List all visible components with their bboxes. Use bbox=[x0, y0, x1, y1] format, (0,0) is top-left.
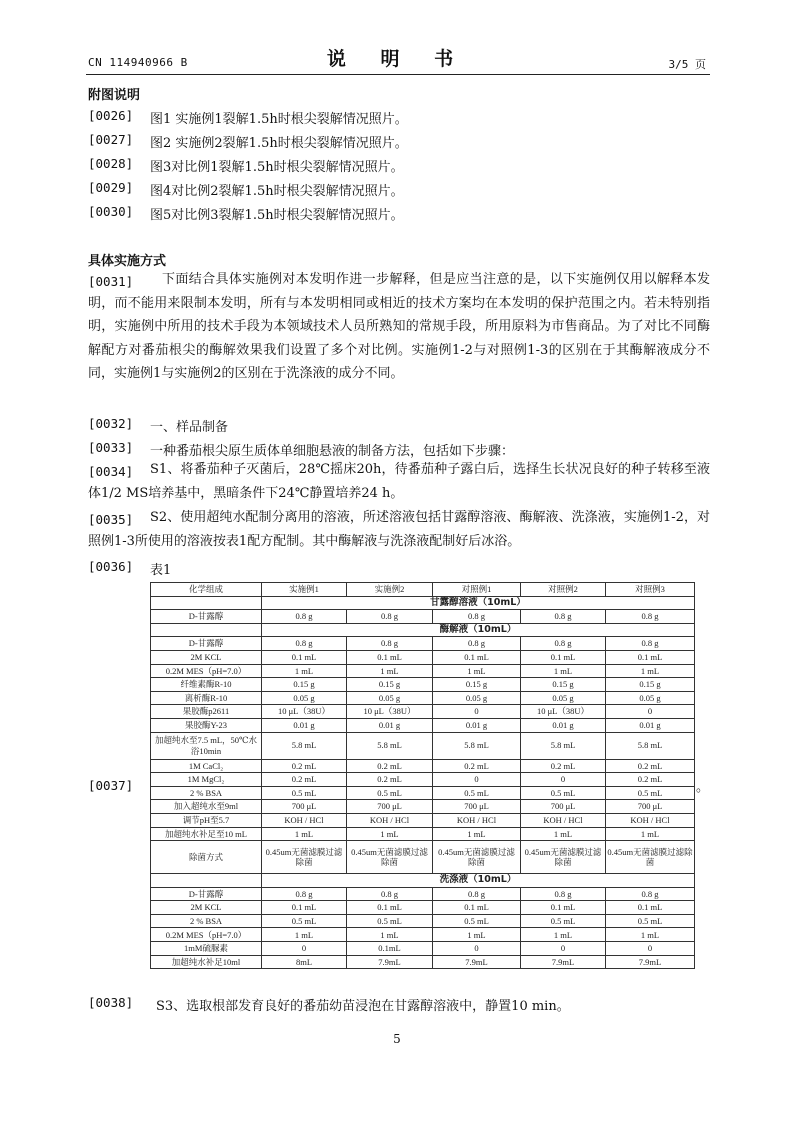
para-number: [0027] bbox=[88, 132, 134, 147]
table-cell: 0.8 g bbox=[262, 887, 347, 901]
table-cell: 0 bbox=[521, 942, 606, 956]
table-cell: 调节pH至5.7 bbox=[151, 813, 262, 827]
table-cell: 0.5 mL bbox=[606, 914, 695, 928]
table-cell: 果胶酶Y-23 bbox=[151, 718, 262, 732]
table-cell: 700 μL bbox=[606, 800, 695, 814]
table-row bbox=[151, 732, 695, 759]
table-cell: 0.05 g bbox=[347, 691, 433, 705]
table-cell: 7.9mL bbox=[433, 955, 521, 969]
paragraph-0034: S1、将番茄种子灭菌后，28℃摇床20h，待番茄种子露白后，选择生长状况良好的种子转移至液体1/2 MS培养基中，黑暗条件下24℃静置培养24 h。 bbox=[88, 462, 710, 501]
table-cell: 0.05 g bbox=[262, 691, 347, 705]
table-cell: 0.5 mL bbox=[347, 786, 433, 800]
table-row bbox=[151, 942, 695, 956]
table-caption: 表1 bbox=[150, 563, 172, 578]
table-cell: 8mL bbox=[262, 955, 347, 969]
table-cell: 0.01 g bbox=[347, 718, 433, 732]
table-cell: 0.15 g bbox=[347, 678, 433, 692]
header-rule bbox=[86, 74, 710, 75]
table-row bbox=[151, 610, 695, 624]
table-section-row bbox=[151, 623, 695, 637]
table-cell: 0.5 mL bbox=[521, 786, 606, 800]
table-cell: 0.8 g bbox=[606, 887, 695, 901]
table-cell: 0.2 mL bbox=[347, 773, 433, 787]
table-cell: 0.1 mL bbox=[262, 650, 347, 664]
table-cell: 0.1 mL bbox=[433, 650, 521, 664]
table-cell: 1 mL bbox=[347, 664, 433, 678]
table-section-row bbox=[151, 874, 695, 888]
table-cell: 1 mL bbox=[521, 827, 606, 841]
table-cell: 1 mL bbox=[262, 928, 347, 942]
table-cell: 离析酶R-10 bbox=[151, 691, 262, 705]
table-cell: 2M KCL bbox=[151, 650, 262, 664]
table-cell: 0.1mL bbox=[347, 942, 433, 956]
table-cell: 纤维素酶R-10 bbox=[151, 678, 262, 692]
table-row bbox=[151, 914, 695, 928]
table-cell: 0.5 mL bbox=[606, 786, 695, 800]
table-cell: 0.2M MES（pH=7.0） bbox=[151, 664, 262, 678]
table-cell: 0.8 g bbox=[262, 637, 347, 651]
para-number: [0038] bbox=[88, 995, 134, 1010]
table-cell: 0.01 g bbox=[262, 718, 347, 732]
para-number: [0034] bbox=[88, 464, 134, 479]
table-cell: 0.05 g bbox=[521, 691, 606, 705]
table-cell: 0.1 mL bbox=[521, 901, 606, 915]
table-cell: 700 μL bbox=[433, 800, 521, 814]
table-cell: 0.8 g bbox=[521, 887, 606, 901]
table-cell: 0.2 mL bbox=[433, 759, 521, 773]
para-number: [0030] bbox=[88, 204, 134, 219]
table-cell: 1 mL bbox=[606, 827, 695, 841]
table-row bbox=[151, 691, 695, 705]
figures-heading: 附图说明 bbox=[88, 88, 141, 103]
table-cell: 0.2 mL bbox=[262, 759, 347, 773]
table-cell: 加超纯水补足至10 mL bbox=[151, 827, 262, 841]
table-row bbox=[151, 827, 695, 841]
table-row bbox=[151, 678, 695, 692]
table-row bbox=[151, 887, 695, 901]
table-row bbox=[151, 718, 695, 732]
doc-title: 说 明 书 bbox=[326, 48, 468, 70]
table-cell: 0 bbox=[433, 705, 521, 719]
table-cell: 果胶酶p2611 bbox=[151, 705, 262, 719]
table-cell: 1 mL bbox=[521, 664, 606, 678]
table-section-row bbox=[151, 596, 695, 610]
table-cell: KOH / HCl bbox=[521, 813, 606, 827]
figure-caption: 图2 实施例2裂解1.5h时根尖裂解情况照片。 bbox=[150, 136, 408, 151]
table-row bbox=[151, 759, 695, 773]
table-cell: 0.01 g bbox=[606, 718, 695, 732]
table-cell: 7.9mL bbox=[521, 955, 606, 969]
table-cell: KOH / HCl bbox=[347, 813, 433, 827]
table-cell: 2 % BSA bbox=[151, 914, 262, 928]
table-cell: 0.8 g bbox=[347, 610, 433, 624]
table-cell: 2M KCL bbox=[151, 901, 262, 915]
table-cell: 0.5 mL bbox=[433, 914, 521, 928]
paragraph-0035: S2、使用超纯水配制分离用的溶液，所述溶液包括甘露醇溶液、酶解液、洗涤液，实施例1-2，对照例1-3所使用的溶液按表1配方配制。其中酶解液与洗涤液配制好后冰浴。 bbox=[88, 510, 710, 549]
table-cell: 1 mL bbox=[521, 928, 606, 942]
table-cell: 0.2 mL bbox=[521, 759, 606, 773]
table-cell: 0.5 mL bbox=[433, 786, 521, 800]
table-cell: 700 μL bbox=[262, 800, 347, 814]
table-row bbox=[151, 650, 695, 664]
table-header-cell: 实施例2 bbox=[347, 583, 433, 597]
table-cell: 1M MgCl₂ bbox=[151, 773, 262, 787]
table-cell: 1 mL bbox=[347, 928, 433, 942]
table-cell: D-甘露醇 bbox=[151, 887, 262, 901]
table-cell: 1 mL bbox=[433, 664, 521, 678]
table-cell: 0.1 mL bbox=[347, 650, 433, 664]
table-cell: 0.1 mL bbox=[262, 901, 347, 915]
table-row bbox=[151, 928, 695, 942]
table-cell: 5.8 mL bbox=[606, 732, 695, 759]
table-cell: 0.8 g bbox=[347, 637, 433, 651]
table-cell: D-甘露醇 bbox=[151, 610, 262, 624]
table-cell: 1 mL bbox=[262, 827, 347, 841]
table-cell: 0.5 mL bbox=[262, 786, 347, 800]
table-section-title: 洗涤液（10mL） bbox=[262, 874, 695, 888]
para-number: [0036] bbox=[88, 559, 134, 574]
table-cell: 0 bbox=[606, 942, 695, 956]
para-number: [0028] bbox=[88, 156, 134, 171]
paragraph-0033: 一种番茄根尖原生质体单细胞悬液的制备方法，包括如下步骤： bbox=[150, 444, 515, 459]
table-cell: 0.45um无菌滤膜过滤除菌 bbox=[433, 841, 521, 874]
table-cell: 加入超纯水至9ml bbox=[151, 800, 262, 814]
table-cell: 5.8 mL bbox=[262, 732, 347, 759]
table-cell: 0.05 g bbox=[433, 691, 521, 705]
table-cell: 1mM硫脲素 bbox=[151, 942, 262, 956]
para-number: [0029] bbox=[88, 180, 134, 195]
table-row bbox=[151, 637, 695, 651]
table-cell: 0.45um无菌滤膜过滤除菌 bbox=[606, 841, 695, 874]
table-cell: 0.1 mL bbox=[606, 901, 695, 915]
table-cell: 0.2 mL bbox=[262, 773, 347, 787]
table-cell: 0.15 g bbox=[262, 678, 347, 692]
table-cell: 10 μL（38U） bbox=[262, 705, 347, 719]
page-info: 3/5 页 bbox=[668, 58, 706, 71]
table-cell: 0.1 mL bbox=[433, 901, 521, 915]
table-cell: KOH / HCl bbox=[433, 813, 521, 827]
paragraph-0038: S3、选取根部发育良好的番茄幼苗浸泡在甘露醇溶液中，静置10 min。 bbox=[156, 999, 570, 1014]
figure-caption: 图4对比例2裂解1.5h时根尖裂解情况照片。 bbox=[150, 184, 404, 199]
para-number: [0032] bbox=[88, 416, 134, 431]
table-cell: 1 mL bbox=[433, 827, 521, 841]
table-row bbox=[151, 955, 695, 969]
table-cell: D-甘露醇 bbox=[151, 637, 262, 651]
table-cell: 0.5 mL bbox=[347, 914, 433, 928]
table-row bbox=[151, 705, 695, 719]
table-row bbox=[151, 813, 695, 827]
table-cell: 0.45um无菌滤膜过滤除菌 bbox=[347, 841, 433, 874]
page-number: 5 bbox=[393, 1032, 401, 1046]
table-header-cell: 化学组成 bbox=[151, 583, 262, 597]
table-cell: 0.2 mL bbox=[347, 759, 433, 773]
table-row bbox=[151, 664, 695, 678]
table-header-cell: 实施例1 bbox=[262, 583, 347, 597]
table-cell: 0.1 mL bbox=[347, 901, 433, 915]
table-cell: 0.01 g bbox=[433, 718, 521, 732]
table-row bbox=[151, 841, 695, 874]
table-section-title: 甘露醇溶液（10mL） bbox=[262, 596, 695, 610]
embodiment-heading: 具体实施方式 bbox=[88, 254, 167, 269]
table-header-cell: 对照例3 bbox=[606, 583, 695, 597]
table-cell: 除菌方式 bbox=[151, 841, 262, 874]
table-cell: 0.15 g bbox=[433, 678, 521, 692]
table-cell: 0.8 g bbox=[521, 610, 606, 624]
para-number: [0031] bbox=[88, 274, 134, 289]
table-cell: 0.2 mL bbox=[606, 773, 695, 787]
table-cell: 0 bbox=[521, 773, 606, 787]
table-cell: 0.15 g bbox=[521, 678, 606, 692]
table-cell: 0.8 g bbox=[347, 887, 433, 901]
table-cell: 0.45um无菌滤膜过滤除菌 bbox=[521, 841, 606, 874]
table-row bbox=[151, 800, 695, 814]
table-cell: 5.8 mL bbox=[521, 732, 606, 759]
table-cell: 加超纯水补足10ml bbox=[151, 955, 262, 969]
table-cell: 0.2M MES（pH=7.0） bbox=[151, 928, 262, 942]
table-cell: 0.5 mL bbox=[521, 914, 606, 928]
table-cell: 0.05 g bbox=[606, 691, 695, 705]
table-row bbox=[151, 773, 695, 787]
paragraph-0031: 下面结合具体实施例对本发明作进一步解释，但是应当注意的是，以下实施例仅用以解释本发明，而不能用来限制本发明，所有与本发明相同或相近的技术方案均在本发明的保护范围之内。若未特别指明，实施例中所用的技术手段为本领域技术人员所熟知的常规手段，所用原料为市售商品。为了对比不同酶解配方对番茄根尖的酶解效果我们设置了多个对比例。实施例1-2与对照例1-3的区别在于其酶解液成分不同，实施例1与实施例2的区别在于洗涤液的成分不同。 bbox=[88, 272, 710, 381]
table-cell: 5.8 mL bbox=[347, 732, 433, 759]
table-cell: 700 μL bbox=[521, 800, 606, 814]
table-row bbox=[151, 786, 695, 800]
table-cell: 10 μL（38U） bbox=[521, 705, 606, 719]
table-row bbox=[151, 901, 695, 915]
table-cell: 7.9mL bbox=[606, 955, 695, 969]
table-cell: 0 bbox=[433, 942, 521, 956]
figure-caption: 图1 实施例1裂解1.5h时根尖裂解情况照片。 bbox=[150, 112, 408, 127]
table-cell: 10 μL（38U） bbox=[347, 705, 433, 719]
table-cell: 700 μL bbox=[347, 800, 433, 814]
table-cell: 0.1 mL bbox=[521, 650, 606, 664]
table-cell: 1M CaCl₂ bbox=[151, 759, 262, 773]
table-cell: 1 mL bbox=[262, 664, 347, 678]
para-number: [0033] bbox=[88, 440, 134, 455]
table-cell: 1 mL bbox=[433, 928, 521, 942]
table-cell: KOH / HCl bbox=[262, 813, 347, 827]
table-header-cell: 对照例2 bbox=[521, 583, 606, 597]
table-tail-mark: 。 bbox=[696, 780, 710, 795]
table-cell: 0.8 g bbox=[433, 610, 521, 624]
table-cell: 0.8 g bbox=[606, 637, 695, 651]
table-cell: 1 mL bbox=[606, 928, 695, 942]
para-number: [0026] bbox=[88, 108, 134, 123]
table-section-title: 酶解液（10mL） bbox=[262, 623, 695, 637]
table-header-cell: 对照例1 bbox=[433, 583, 521, 597]
table-cell: 0.8 g bbox=[606, 610, 695, 624]
figure-caption: 图3对比例1裂解1.5h时根尖裂解情况照片。 bbox=[150, 160, 404, 175]
table-cell: 0 bbox=[433, 773, 521, 787]
table-cell: 0 bbox=[262, 942, 347, 956]
table-cell: 加超纯水至7.5 mL，50℃水浴10min bbox=[151, 732, 262, 759]
table-cell: 2 % BSA bbox=[151, 786, 262, 800]
table-header-row bbox=[151, 583, 695, 597]
table-cell: 0 bbox=[606, 705, 695, 719]
table-cell: 1 mL bbox=[347, 827, 433, 841]
table-cell: 0.01 g bbox=[521, 718, 606, 732]
formulation-table bbox=[150, 582, 695, 969]
table-cell: 0.2 mL bbox=[606, 759, 695, 773]
table-cell: 0.8 g bbox=[521, 637, 606, 651]
table-cell: 0.5 mL bbox=[262, 914, 347, 928]
table-cell: KOH / HCl bbox=[606, 813, 695, 827]
figure-caption: 图5对比例3裂解1.5h时根尖裂解情况照片。 bbox=[150, 208, 404, 223]
para-number: [0035] bbox=[88, 512, 134, 527]
doc-number: CN 114940966 B bbox=[88, 56, 188, 69]
table-cell: 0.8 g bbox=[433, 887, 521, 901]
table-cell: 0.8 g bbox=[433, 637, 521, 651]
paragraph-0032: 一、样品制备 bbox=[150, 420, 229, 435]
table-cell: 7.9mL bbox=[347, 955, 433, 969]
table-cell: 1 mL bbox=[606, 664, 695, 678]
table-cell: 0.45um无菌滤膜过滤除菌 bbox=[262, 841, 347, 874]
para-number: [0037] bbox=[88, 778, 134, 793]
table-cell: 0.15 g bbox=[606, 678, 695, 692]
table-cell: 0.1 mL bbox=[606, 650, 695, 664]
table-cell: 0.8 g bbox=[262, 610, 347, 624]
table-cell: 5.8 mL bbox=[433, 732, 521, 759]
